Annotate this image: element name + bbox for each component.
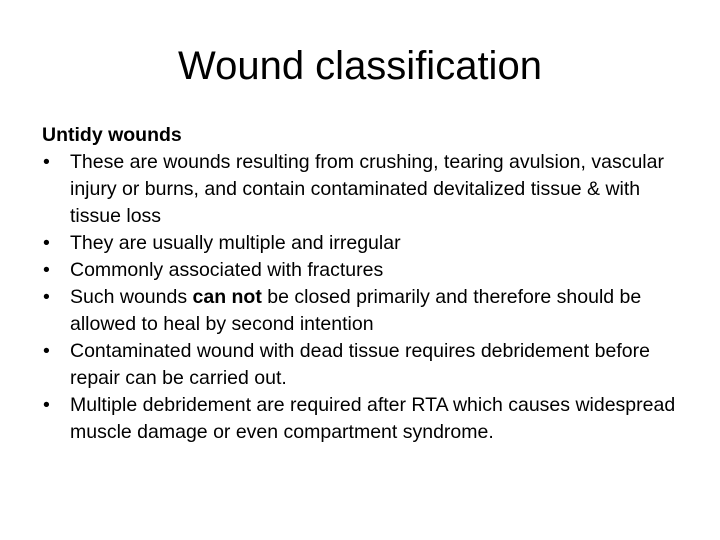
- bullet-icon: •: [43, 394, 50, 416]
- section-heading: Untidy wounds: [42, 124, 182, 146]
- bullet-text-start: Such wounds: [70, 286, 193, 308]
- bullet-text: Commonly associated with fractures: [70, 259, 384, 281]
- bullet-item: [42, 284, 682, 338]
- bullet-text: They are usually multiple and irregular: [70, 232, 401, 254]
- bullet-text: Multiple debridement are required after RTA which causes widespread muscle damage or even compartment syndrome.: [70, 394, 676, 443]
- bullet-icon: •: [43, 340, 50, 362]
- bullet-item: [42, 230, 682, 257]
- bullet-text: These are wounds resulting from crushing, tearing avulsion, vascular injury or burns, and contain contaminated devitalized tissue & with tissue loss: [70, 151, 664, 227]
- bullet-icon: •: [43, 151, 50, 173]
- bullet-item: [42, 149, 682, 230]
- slide-body: [42, 122, 682, 446]
- bullet-item: [42, 338, 682, 392]
- bullet-item: [42, 392, 682, 446]
- bullet-emphasis: can not: [192, 286, 262, 308]
- bullet-list: [42, 149, 682, 446]
- bullet-icon: •: [43, 232, 50, 254]
- bullet-text-end: be closed primarily and therefore should be allowed to heal by second intention: [70, 286, 642, 335]
- slide-title: Wound classification: [178, 44, 542, 88]
- bullet-item: [42, 257, 682, 284]
- bullet-icon: •: [43, 259, 50, 281]
- bullet-text: Contaminated wound with dead tissue requires debridement before repair can be carried out.: [70, 340, 650, 389]
- bullet-icon: •: [43, 286, 50, 308]
